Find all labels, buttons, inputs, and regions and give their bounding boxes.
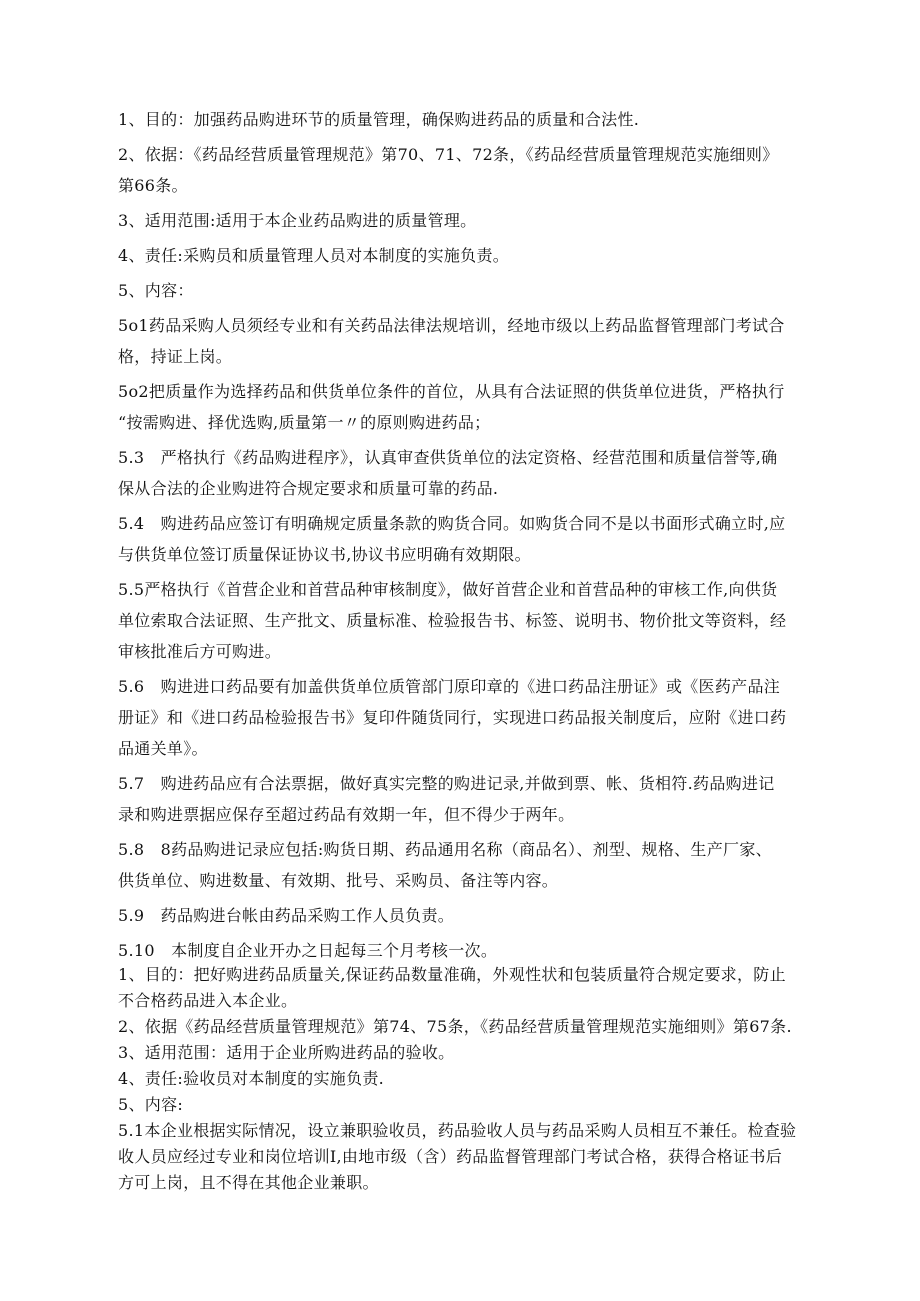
paragraph-4 <box>118 240 818 271</box>
text-line: “按需购进、择优选购,质量第一〃的原则购进药品； <box>118 413 491 432</box>
text-line: 5.3 严格执行《药品购进程序》，认真审查供货单位的法定资格、经营范围和质量信誉等,确 <box>118 448 778 467</box>
inspection-policy-section <box>118 962 818 1196</box>
text-line: 5、内容: <box>118 1095 184 1114</box>
text-line: 5.5严格执行《首营企业和首营品种审核制度》，做好首营企业和首营品种的审核工作,向供货 <box>118 580 778 599</box>
text-line: 5.7 购进药品应有合法票据，做好真实完整的购进记录,并做到票、帐、货相符.药品购进记 <box>118 774 775 793</box>
text-line: 5.1本企业根据实际情况，设立兼职验收员，药品验收人员与药品采购人员相互不兼任。检查验 <box>118 1121 797 1140</box>
text-line: 单位索取合法证照、生产批文、质量标准、检验报告书、标签、说明书、物价批文等资料，经 <box>118 611 787 630</box>
purchase-policy-section <box>118 104 818 966</box>
text-line: 收人员应经过专业和岗位培训I,由地市级（含）药品监督管理部门考试合格，获得合格证书后 <box>118 1147 783 1166</box>
text-line: 品通关单》。 <box>118 739 208 758</box>
text-line: 方可上岗，且不得在其他企业兼职。 <box>118 1173 379 1192</box>
text-line: 册证》和《进口药品检验报告书》复印件随货同行，实现进口药品报关制度后，应附《进口药 <box>118 708 787 727</box>
text-line: 1、目的：把好购进药品质量关,保证药品数量准确，外观性状和包装质量符合规定要求，防止 <box>118 965 786 984</box>
text-line: 供货单位、购进数量、有效期、批号、采购员、备注等内容。 <box>118 871 559 890</box>
text-line: 5.8 8药品购进记录应包括:购货日期、药品通用名称（商品名）、剂型、规格、生产厂家、 <box>118 840 772 859</box>
text-line: 5o2把质量作为选择药品和供货单位条件的首位，从具有合法证照的供货单位进货，严格执行 <box>118 382 785 401</box>
paragraph-5-6 <box>118 671 818 764</box>
paragraph-5-2 <box>118 376 818 438</box>
text-line: 3、适用范围：适用于企业所购进药品的验收。 <box>118 1043 455 1062</box>
paragraph-5-1 <box>118 310 818 372</box>
text-line: 5、内容： <box>118 281 194 300</box>
text-line: 审核批准后方可购进。 <box>118 642 282 661</box>
text-line: 4、责任:采购员和质量管理人员对本制度的实施负责。 <box>118 246 510 265</box>
text-line: 2、依据《药品经营质量管理规范》第74、75条，《药品经营质量管理规范实施细则》第67条. <box>118 1017 792 1036</box>
text-line: 第66条。 <box>118 176 188 195</box>
paragraph-5-7 <box>118 768 818 830</box>
text-line: 5.6 购进进口药品要有加盖供货单位质管部门原印章的《进口药品注册证》或《医药产品注 <box>118 677 781 696</box>
text-line: 与供货单位签订质量保证协议书,协议书应明确有效期限。 <box>118 545 531 564</box>
text-line: 保从合法的企业购进符合规定要求和质量可靠的药品. <box>118 479 499 498</box>
text-line: 4、责任:验收员对本制度的实施负责. <box>118 1069 385 1088</box>
text-line: 1、目的：加强药品购进环节的质量管理，确保购进药品的质量和合法性. <box>118 110 640 129</box>
text-line: 不合格药品进入本企业。 <box>118 991 298 1010</box>
document-page <box>118 104 818 1196</box>
paragraph-1 <box>118 104 818 135</box>
text-line: 5.9 药品购进台帐由药品采购工作人员负责。 <box>118 906 455 925</box>
paragraph-5 <box>118 275 818 306</box>
paragraph-3 <box>118 205 818 236</box>
paragraph-2 <box>118 139 818 201</box>
paragraph-5-3 <box>118 442 818 504</box>
text-line: 5.4 购进药品应签订有明确规定质量条款的购货合同。如购货合同不是以书面形式确立时,应 <box>118 514 786 533</box>
text-line: 5o1药品采购人员须经专业和有关药品法律法规培训，经地市级以上药品监督管理部门考试合 <box>118 316 785 335</box>
paragraph-5-4 <box>118 508 818 570</box>
paragraph-5-5 <box>118 574 818 667</box>
text-line: 2、依据：《药品经营质量管理规范》第70、71、72条，《药品经营质量管理规范实施细则》 <box>118 145 779 164</box>
paragraph-5-8 <box>118 834 818 896</box>
text-line: 格，持证上岗。 <box>118 347 233 366</box>
text-line: 5.10 本制度自企业开办之日起每三个月考核一次。 <box>118 941 498 960</box>
text-line: 3、适用范围:适用于本企业药品购进的质量管理。 <box>118 211 477 230</box>
text-line: 录和购进票据应保存至超过药品有效期一年，但不得少于两年。 <box>118 805 575 824</box>
paragraph-5-9 <box>118 900 818 931</box>
